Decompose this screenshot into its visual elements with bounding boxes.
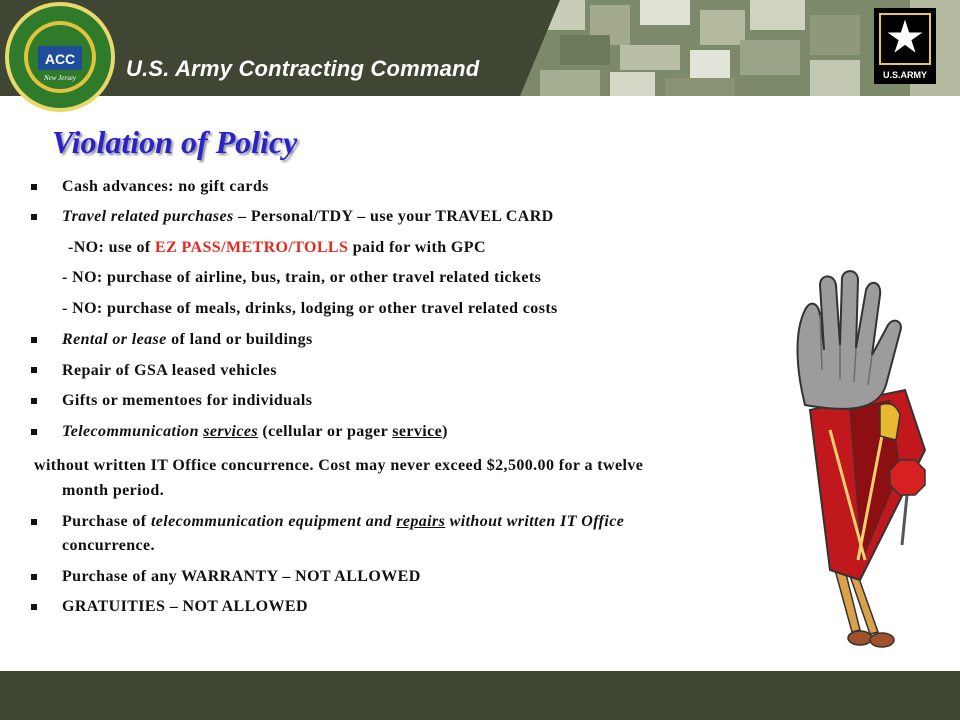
continuation-line	[34, 457, 643, 475]
sub-item	[68, 239, 486, 257]
stop-hand-icon	[790, 270, 960, 660]
item-text: paid for with GPC	[348, 239, 486, 256]
list-item	[62, 362, 277, 380]
item-underline: services	[203, 423, 259, 440]
item-italic: Rental or lease	[62, 331, 167, 348]
bullet-icon	[31, 519, 37, 525]
list-item	[62, 208, 554, 226]
list-item	[62, 178, 269, 196]
item-italic: Travel related purchases	[62, 208, 234, 225]
sub-item	[62, 300, 558, 318]
item-text: – Personal/TDY – use your TRAVEL CARD	[233, 208, 554, 225]
list-item	[62, 423, 448, 441]
item-text: )	[442, 423, 448, 440]
item-text: concurrence.	[62, 537, 155, 554]
sub-item	[62, 269, 541, 287]
svg-text:ACC: ACC	[44, 51, 76, 67]
list-item	[62, 331, 313, 349]
item-italic: telecommunication equipment and	[150, 513, 397, 530]
item-text: Cash advances: no gift cards	[62, 178, 269, 195]
list-item	[62, 392, 312, 410]
item-text: GRATUITIES – NOT ALLOWED	[62, 598, 308, 615]
item-text: (cellular or pager	[258, 423, 393, 440]
bullet-icon	[31, 604, 37, 610]
item-text: Gifts or mementoes for individuals	[62, 392, 313, 409]
bullet-icon	[31, 214, 37, 220]
item-text: of land or buildings	[166, 331, 313, 348]
list-item	[62, 598, 308, 616]
slide-title: Violation of Policy	[52, 124, 298, 160]
item-text: Purchase of any WARRANTY – NOT ALLOWED	[62, 568, 421, 585]
item-text: Purchase of	[62, 513, 151, 530]
item-underline: repairs	[396, 513, 446, 530]
continuation-line	[62, 482, 164, 500]
list-item	[62, 513, 624, 531]
svg-text:U.S.ARMY: U.S.ARMY	[882, 70, 928, 80]
footer-band	[0, 671, 960, 720]
continuation-line	[62, 537, 155, 555]
bullet-icon	[31, 398, 37, 404]
item-text: - NO: purchase of meals, drinks, lodging or other travel related costs	[62, 300, 558, 317]
item-underline: service	[392, 423, 443, 440]
bullet-icon	[31, 574, 37, 580]
item-text: without written IT Office concurrence. Cost may never exceed $2,500.00 for a twelve	[34, 457, 644, 474]
item-text: -NO: use of	[68, 239, 156, 256]
item-text: month period.	[62, 482, 165, 499]
bullet-icon	[31, 429, 37, 435]
bullet-icon	[31, 184, 37, 190]
item-highlight: EZ PASS/METRO/TOLLS	[155, 239, 349, 256]
item-text: - NO: purchase of airline, bus, train, or other travel related tickets	[62, 269, 542, 286]
item-italic: without written IT Office	[445, 513, 625, 530]
list-item	[62, 568, 421, 586]
item-text: Repair of GSA leased vehicles	[62, 362, 277, 379]
bullet-icon	[31, 337, 37, 343]
org-title: U.S. Army Contracting Command	[126, 56, 480, 81]
bullet-icon	[31, 367, 37, 373]
item-italic: Telecommunication	[62, 423, 204, 440]
svg-text:New Jersey: New Jersey	[43, 74, 77, 82]
